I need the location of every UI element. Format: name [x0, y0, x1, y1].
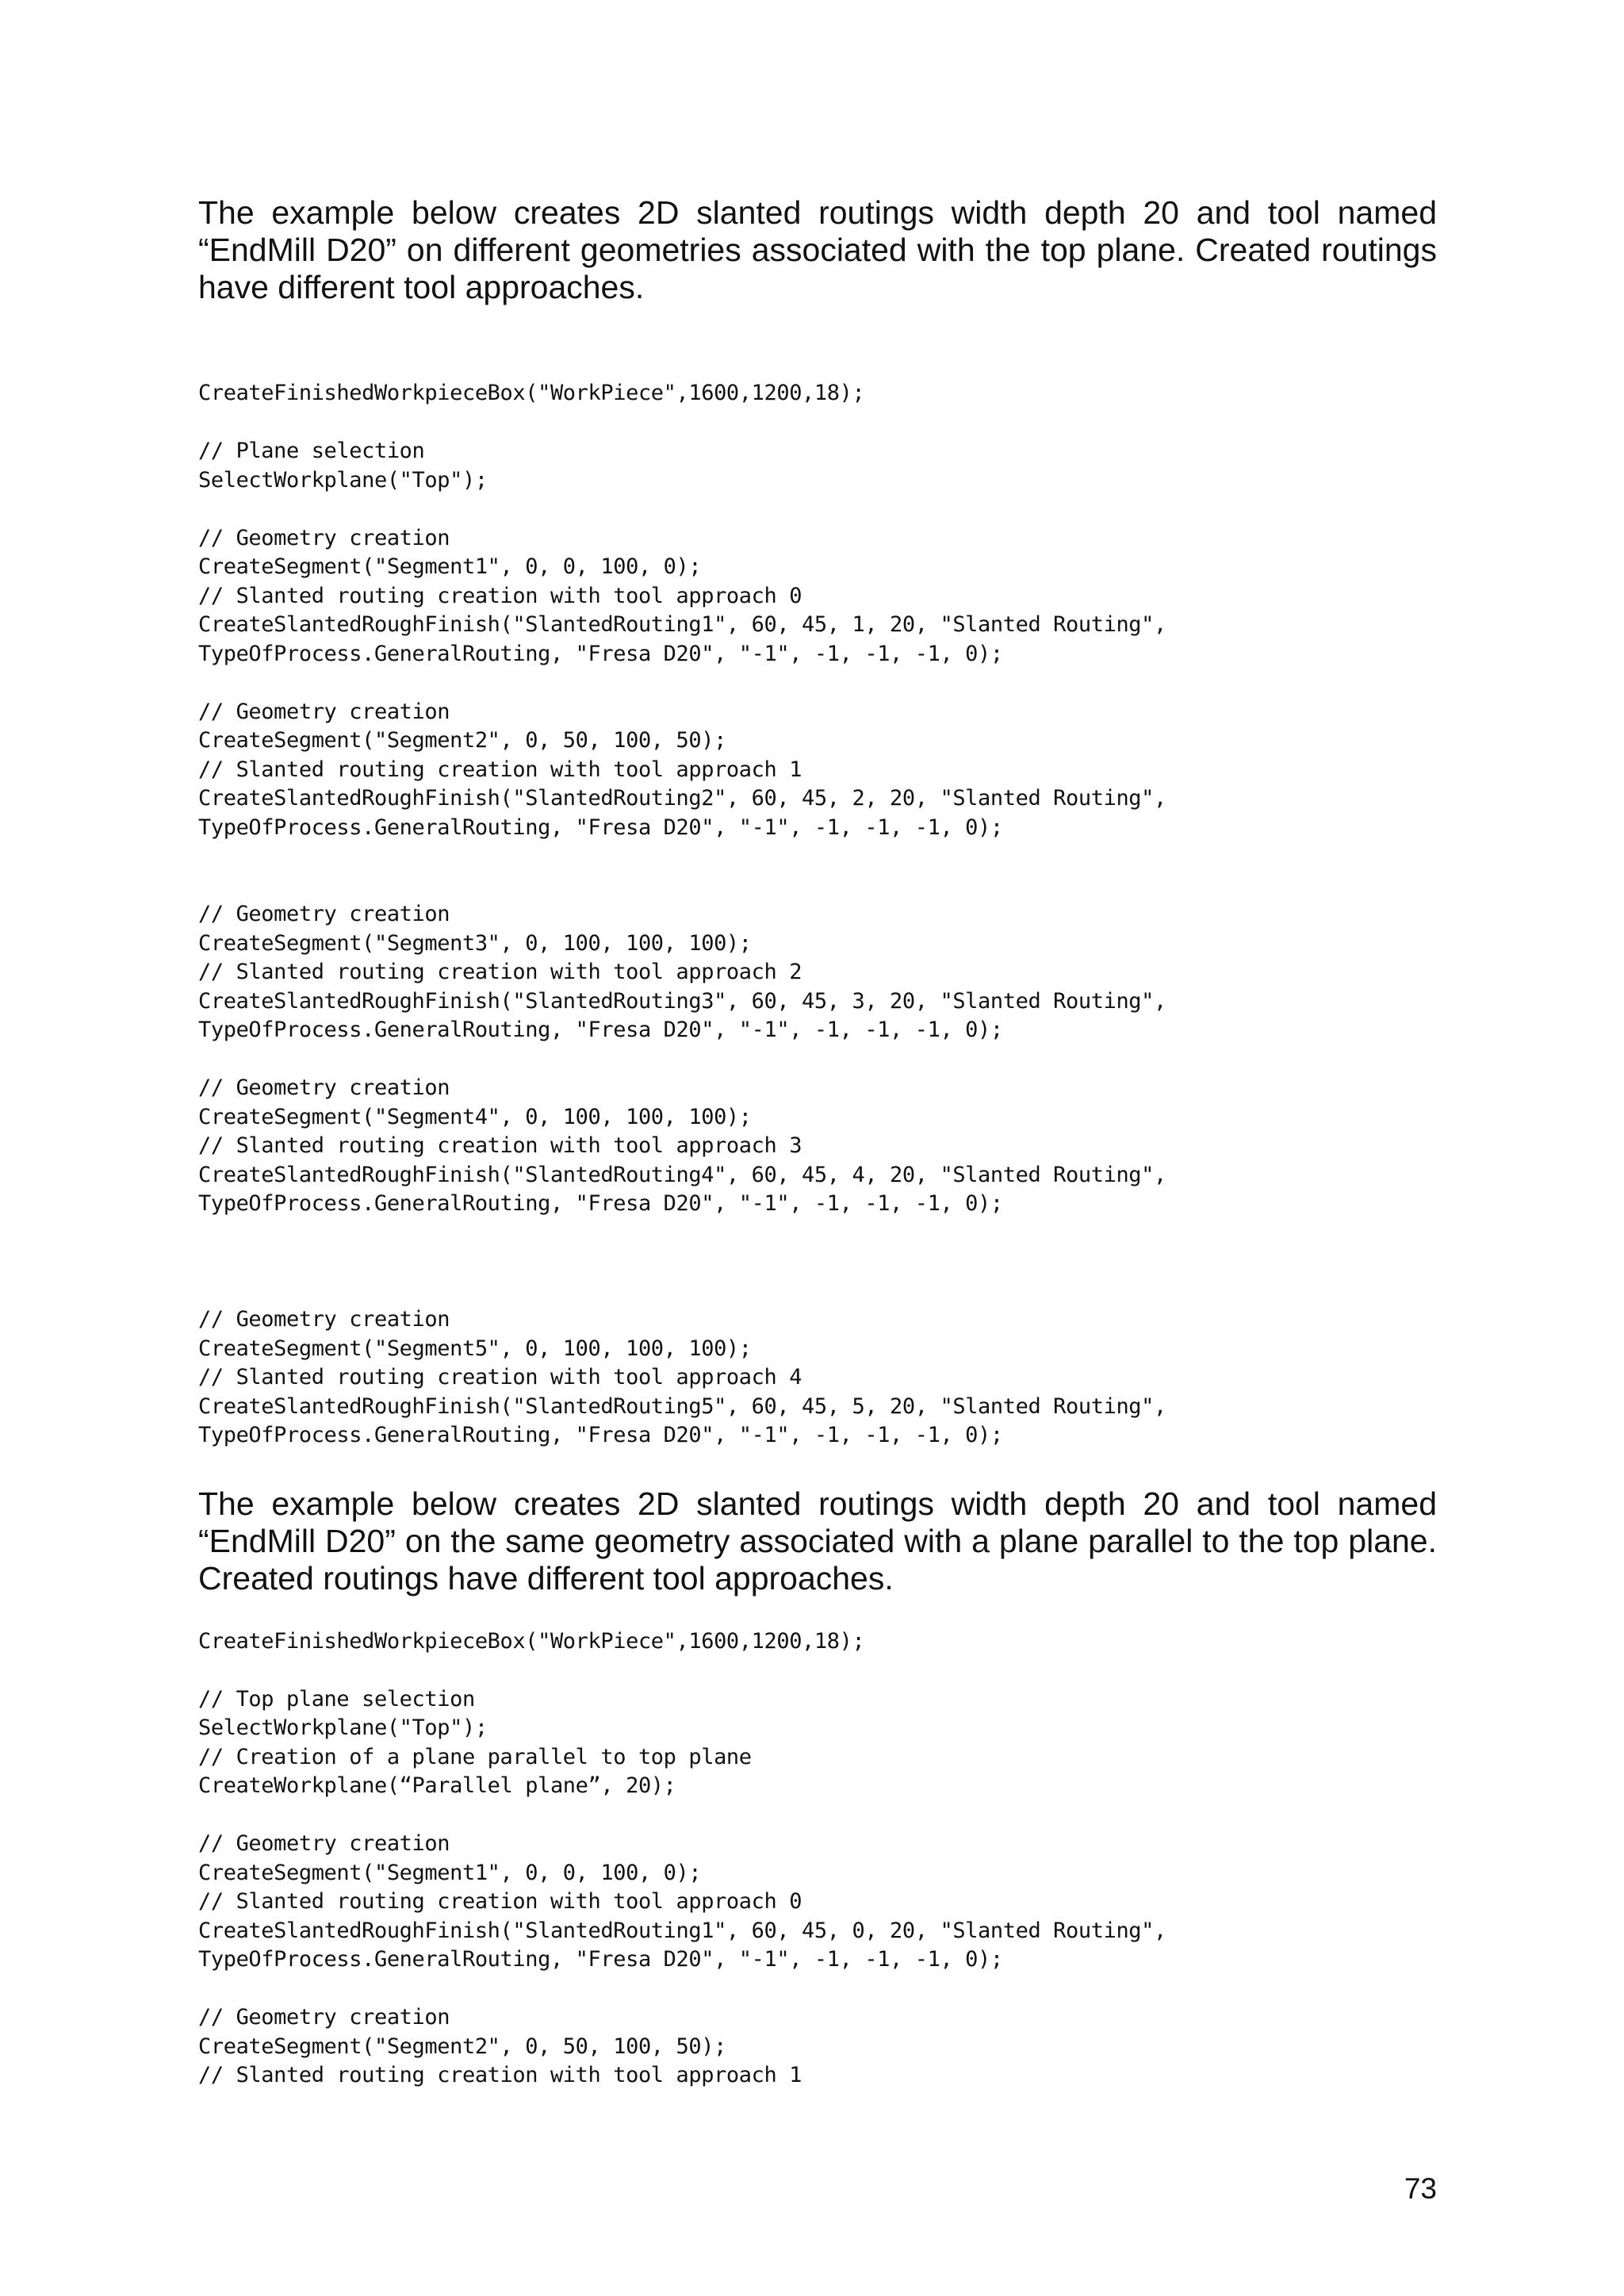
spacer [198, 306, 1437, 379]
code-line: // Slanted routing creation with tool approach 0 [198, 583, 802, 608]
code-line: CreateSegment("Segment3", 0, 100, 100, 100); [198, 930, 752, 956]
code-line: CreateSegment("Segment2", 0, 50, 100, 50); [198, 728, 726, 753]
code-line: CreateFinishedWorkpieceBox("WorkPiece",1600,1200,18); [198, 381, 865, 405]
code-block-2 [198, 1627, 1437, 2091]
code-line: // Geometry creation [198, 2005, 450, 2030]
code-line: // Geometry creation [198, 525, 450, 550]
code-line: CreateSlantedRoughFinish("SlantedRouting5", 60, 45, 5, 20, "Slanted Routing", [198, 1393, 1166, 1419]
code-line: // Geometry creation [198, 902, 450, 926]
code-line: SelectWorkplane("Top"); [198, 467, 488, 493]
code-line: CreateSegment("Segment4", 0, 100, 100, 100); [198, 1104, 752, 1129]
code-line: CreateSlantedRoughFinish("SlantedRouting2", 60, 45, 2, 20, "Slanted Routing", [198, 786, 1166, 811]
code-line: CreateFinishedWorkpieceBox("WorkPiece",1600,1200,18); [198, 1628, 865, 1654]
page-number: 73 [1404, 2172, 1437, 2205]
code-line: TypeOfProcess.GeneralRouting, "Fresa D20", "-1", -1, -1, -1, 0); [198, 815, 1003, 840]
intro-paragraph-1: The example below creates 2D slanted routings width depth 20 and tool named “EndMill D20” on different geometries associated with the top plane. Created routings have different tool approaches. [198, 194, 1437, 305]
code-line: TypeOfProcess.GeneralRouting, "Fresa D20", "-1", -1, -1, -1, 0); [198, 1947, 1003, 1972]
code-line: // Creation of a plane parallel to top plane [198, 1744, 752, 1769]
code-line: // Slanted routing creation with tool approach 1 [198, 2063, 802, 2087]
code-line: // Slanted routing creation with tool approach 2 [198, 960, 802, 984]
code-line: // Geometry creation [198, 1075, 450, 1100]
code-line: // Slanted routing creation with tool approach 3 [198, 1133, 802, 1158]
code-line: CreateSlantedRoughFinish("SlantedRouting4", 60, 45, 4, 20, "Slanted Routing", [198, 1162, 1166, 1187]
code-line: TypeOfProcess.GeneralRouting, "Fresa D20", "-1", -1, -1, -1, 0); [198, 641, 1003, 666]
code-line: CreateSlantedRoughFinish("SlantedRouting1", 60, 45, 0, 20, "Slanted Routing", [198, 1918, 1166, 1943]
code-line: // Geometry creation [198, 1831, 450, 1856]
code-line: CreateWorkplane(“Parallel plane”, 20); [198, 1773, 676, 1798]
code-line: // Slanted routing creation with tool approach 4 [198, 1365, 802, 1389]
code-line: CreateSlantedRoughFinish("SlantedRouting3", 60, 45, 3, 20, "Slanted Routing", [198, 988, 1166, 1014]
code-block-1 [198, 379, 1437, 1451]
code-line: // Plane selection [198, 439, 425, 463]
code-line: // Geometry creation [198, 699, 450, 724]
code-line: TypeOfProcess.GeneralRouting, "Fresa D20", "-1", -1, -1, -1, 0); [198, 1018, 1003, 1042]
code-line: // Top plane selection [198, 1686, 475, 1711]
spacer [198, 1597, 1437, 1627]
code-line: CreateSegment("Segment1", 0, 0, 100, 0); [198, 554, 702, 579]
code-line: CreateSegment("Segment2", 0, 50, 100, 50); [198, 2033, 726, 2059]
code-line: CreateSlantedRoughFinish("SlantedRouting1", 60, 45, 1, 20, "Slanted Routing", [198, 612, 1166, 637]
code-line: TypeOfProcess.GeneralRouting, "Fresa D20", "-1", -1, -1, -1, 0); [198, 1191, 1003, 1216]
code-line: // Geometry creation [198, 1307, 450, 1332]
code-line: CreateSegment("Segment5", 0, 100, 100, 100); [198, 1336, 752, 1361]
code-line: // Slanted routing creation with tool approach 0 [198, 1889, 802, 1914]
spacer [198, 1451, 1437, 1485]
code-line: // Slanted routing creation with tool approach 1 [198, 757, 802, 782]
document-page [198, 194, 1437, 2091]
intro-paragraph-2: The example below creates 2D slanted routings width depth 20 and tool named “EndMill D20” on the same geometry associated with a plane parallel to the top plane. Created routings have different tool approaches. [198, 1485, 1437, 1596]
code-line: SelectWorkplane("Top"); [198, 1715, 488, 1740]
code-line: TypeOfProcess.GeneralRouting, "Fresa D20", "-1", -1, -1, -1, 0); [198, 1423, 1003, 1447]
code-line: CreateSegment("Segment1", 0, 0, 100, 0); [198, 1860, 702, 1885]
